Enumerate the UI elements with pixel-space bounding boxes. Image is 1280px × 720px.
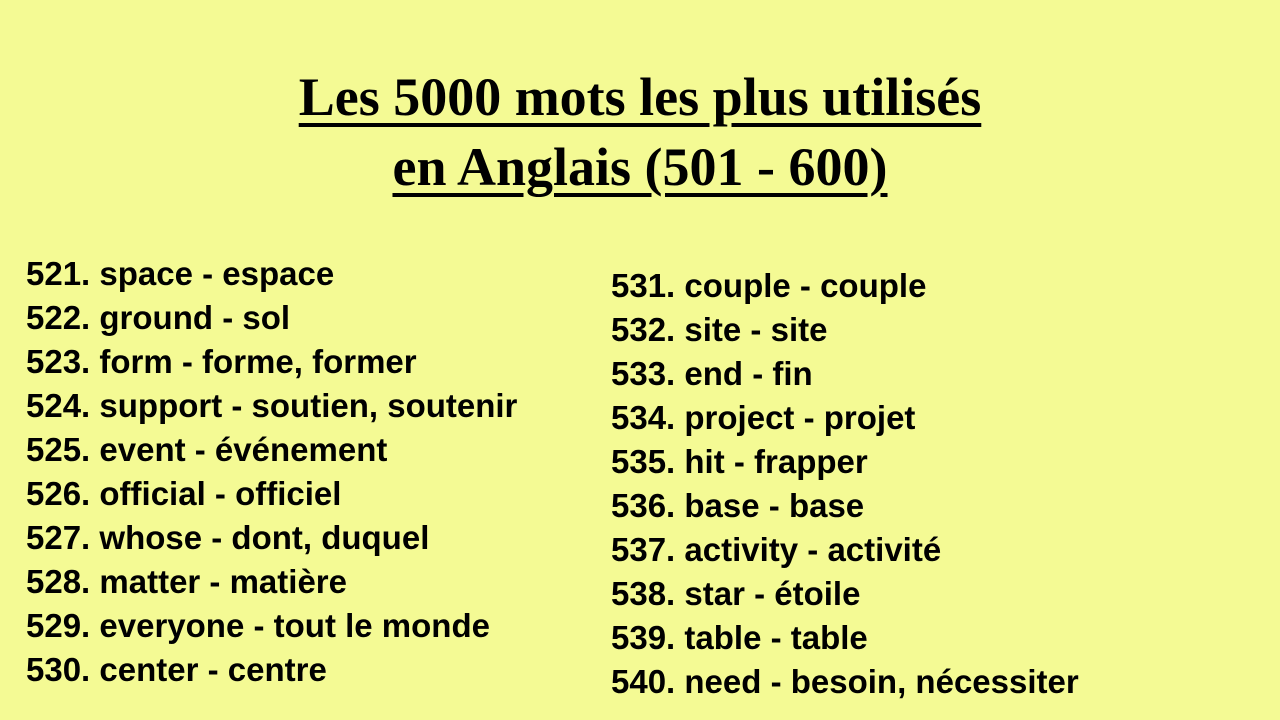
word-list-left [26,252,517,692]
word-list-right [611,264,1079,704]
title-line-1: Les 5000 mots les plus utilisés [298,67,982,127]
list-item: 531. couple - couple [611,267,927,304]
list-item: 528. matter - matière [26,563,347,600]
list-item: 537. activity - activité [611,531,942,568]
list-item: 522. ground - sol [26,299,291,336]
list-item: 530. center - centre [26,651,327,688]
list-item: 540. need - besoin, nécessiter [611,663,1079,700]
title-line-2: en Anglais (501 - 600) [392,137,888,197]
list-item: 534. project - projet [611,399,916,436]
list-item: 536. base - base [611,487,865,524]
list-item: 523. form - forme, former [26,343,417,380]
list-item: 539. table - table [611,619,868,656]
list-item: 527. whose - dont, duquel [26,519,430,556]
list-item: 521. space - espace [26,255,335,292]
list-item: 533. end - fin [611,355,813,392]
list-item: 529. everyone - tout le monde [26,607,490,644]
page-title [0,62,1280,202]
list-item: 535. hit - frapper [611,443,868,480]
list-item: 538. star - étoile [611,575,861,612]
list-item: 524. support - soutien, soutenir [26,387,518,424]
list-item: 526. official - officiel [26,475,342,512]
list-item: 532. site - site [611,311,828,348]
list-item: 525. event - événement [26,431,388,468]
